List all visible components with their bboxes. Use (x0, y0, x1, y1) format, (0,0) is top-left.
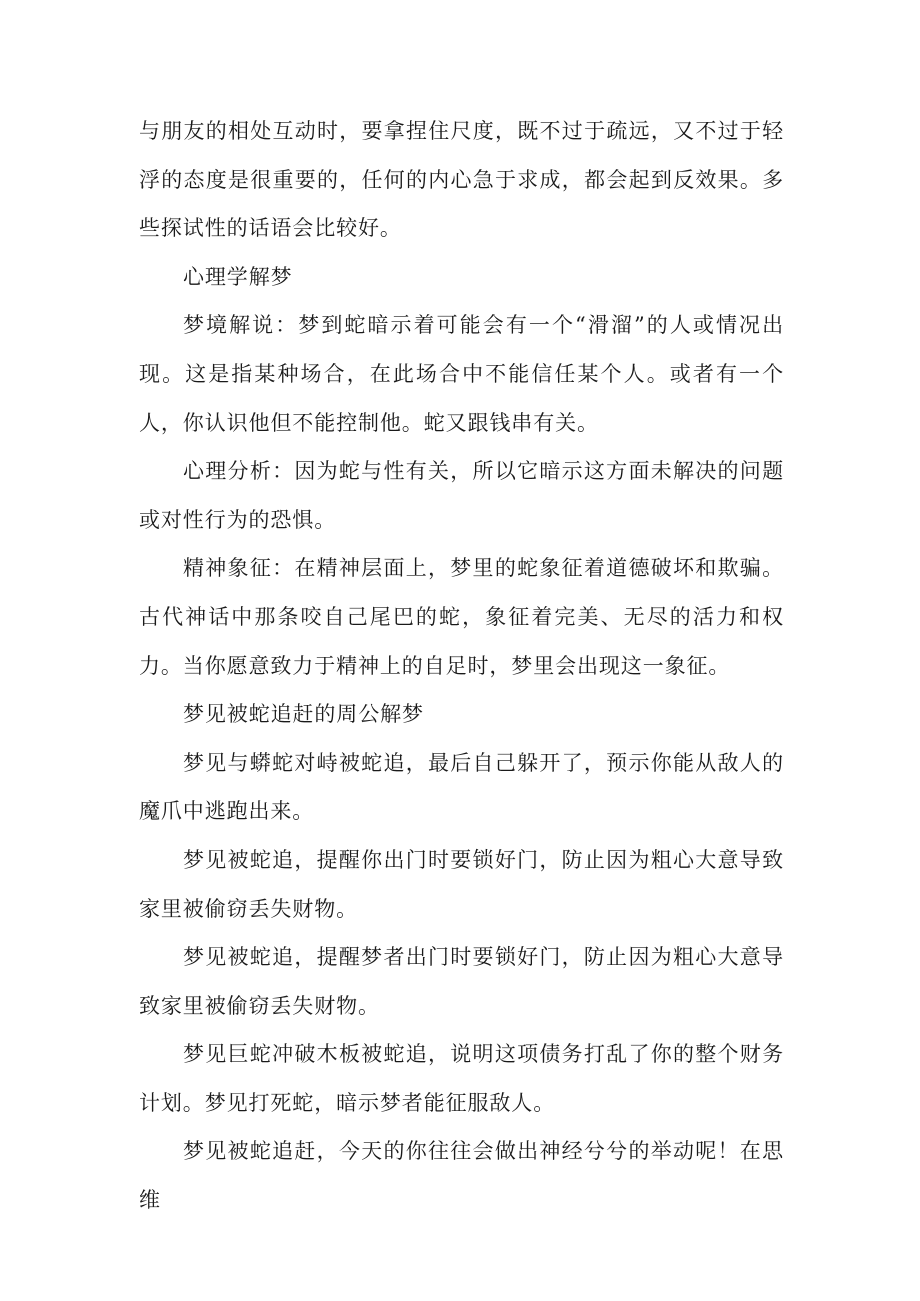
body-paragraph: 梦见被蛇追赶，今天的你往往会做出神经兮兮的举动呢！在思维 (139, 1139, 784, 1213)
section-heading-zhougong: 梦见被蛇追赶的周公解梦 (183, 702, 424, 727)
body-paragraph: 梦见与蟒蛇对峙被蛇追，最后自己躲开了，预示你能从敌人的魔爪中逃跑出来。 (139, 750, 784, 824)
document-page (139, 107, 784, 1225)
body-paragraph: 梦见巨蛇冲破木板被蛇追，说明这项债务打乱了你的整个财务计划。梦见打死蛇，暗示梦者能征服敌人。 (139, 1042, 784, 1115)
body-paragraph: 精神象征：在精神层面上，梦里的蛇象征着道德破坏和欺骗。古代神话中那条咬自己尾巴的蛇，象征着完美、无尽的活力和权力。当你愿意致力于精神上的自足时，梦里会出现这一象征。 (139, 556, 784, 678)
body-paragraph: 梦见被蛇追，提醒你出门时要锁好门，防止因为粗心大意导致家里被偷窃丢失财物。 (139, 847, 784, 921)
section-heading-psychology: 心理学解梦 (183, 264, 293, 289)
body-paragraph: 心理分析：因为蛇与性有关，所以它暗示这方面未解决的问题或对性行为的恐惧。 (139, 459, 784, 532)
body-paragraph: 梦境解说：梦到蛇暗示着可能会有一个“滑溜”的人或情况出现。这是指某种场合，在此场合中不能信任某个人。或者有一个人，你认识他但不能控制他。蛇又跟钱串有关。 (139, 313, 784, 435)
body-paragraph: 梦见被蛇追，提醒梦者出门时要锁好门，防止因为粗心大意导致家里被偷窃丢失财物。 (139, 945, 784, 1018)
body-paragraph: 与朋友的相处互动时，要拿捏住尺度，既不过于疏远，又不过于轻浮的态度是很重要的，任何的内心急于求成，都会起到反效果。多些探试性的话语会比较好。 (139, 119, 784, 241)
